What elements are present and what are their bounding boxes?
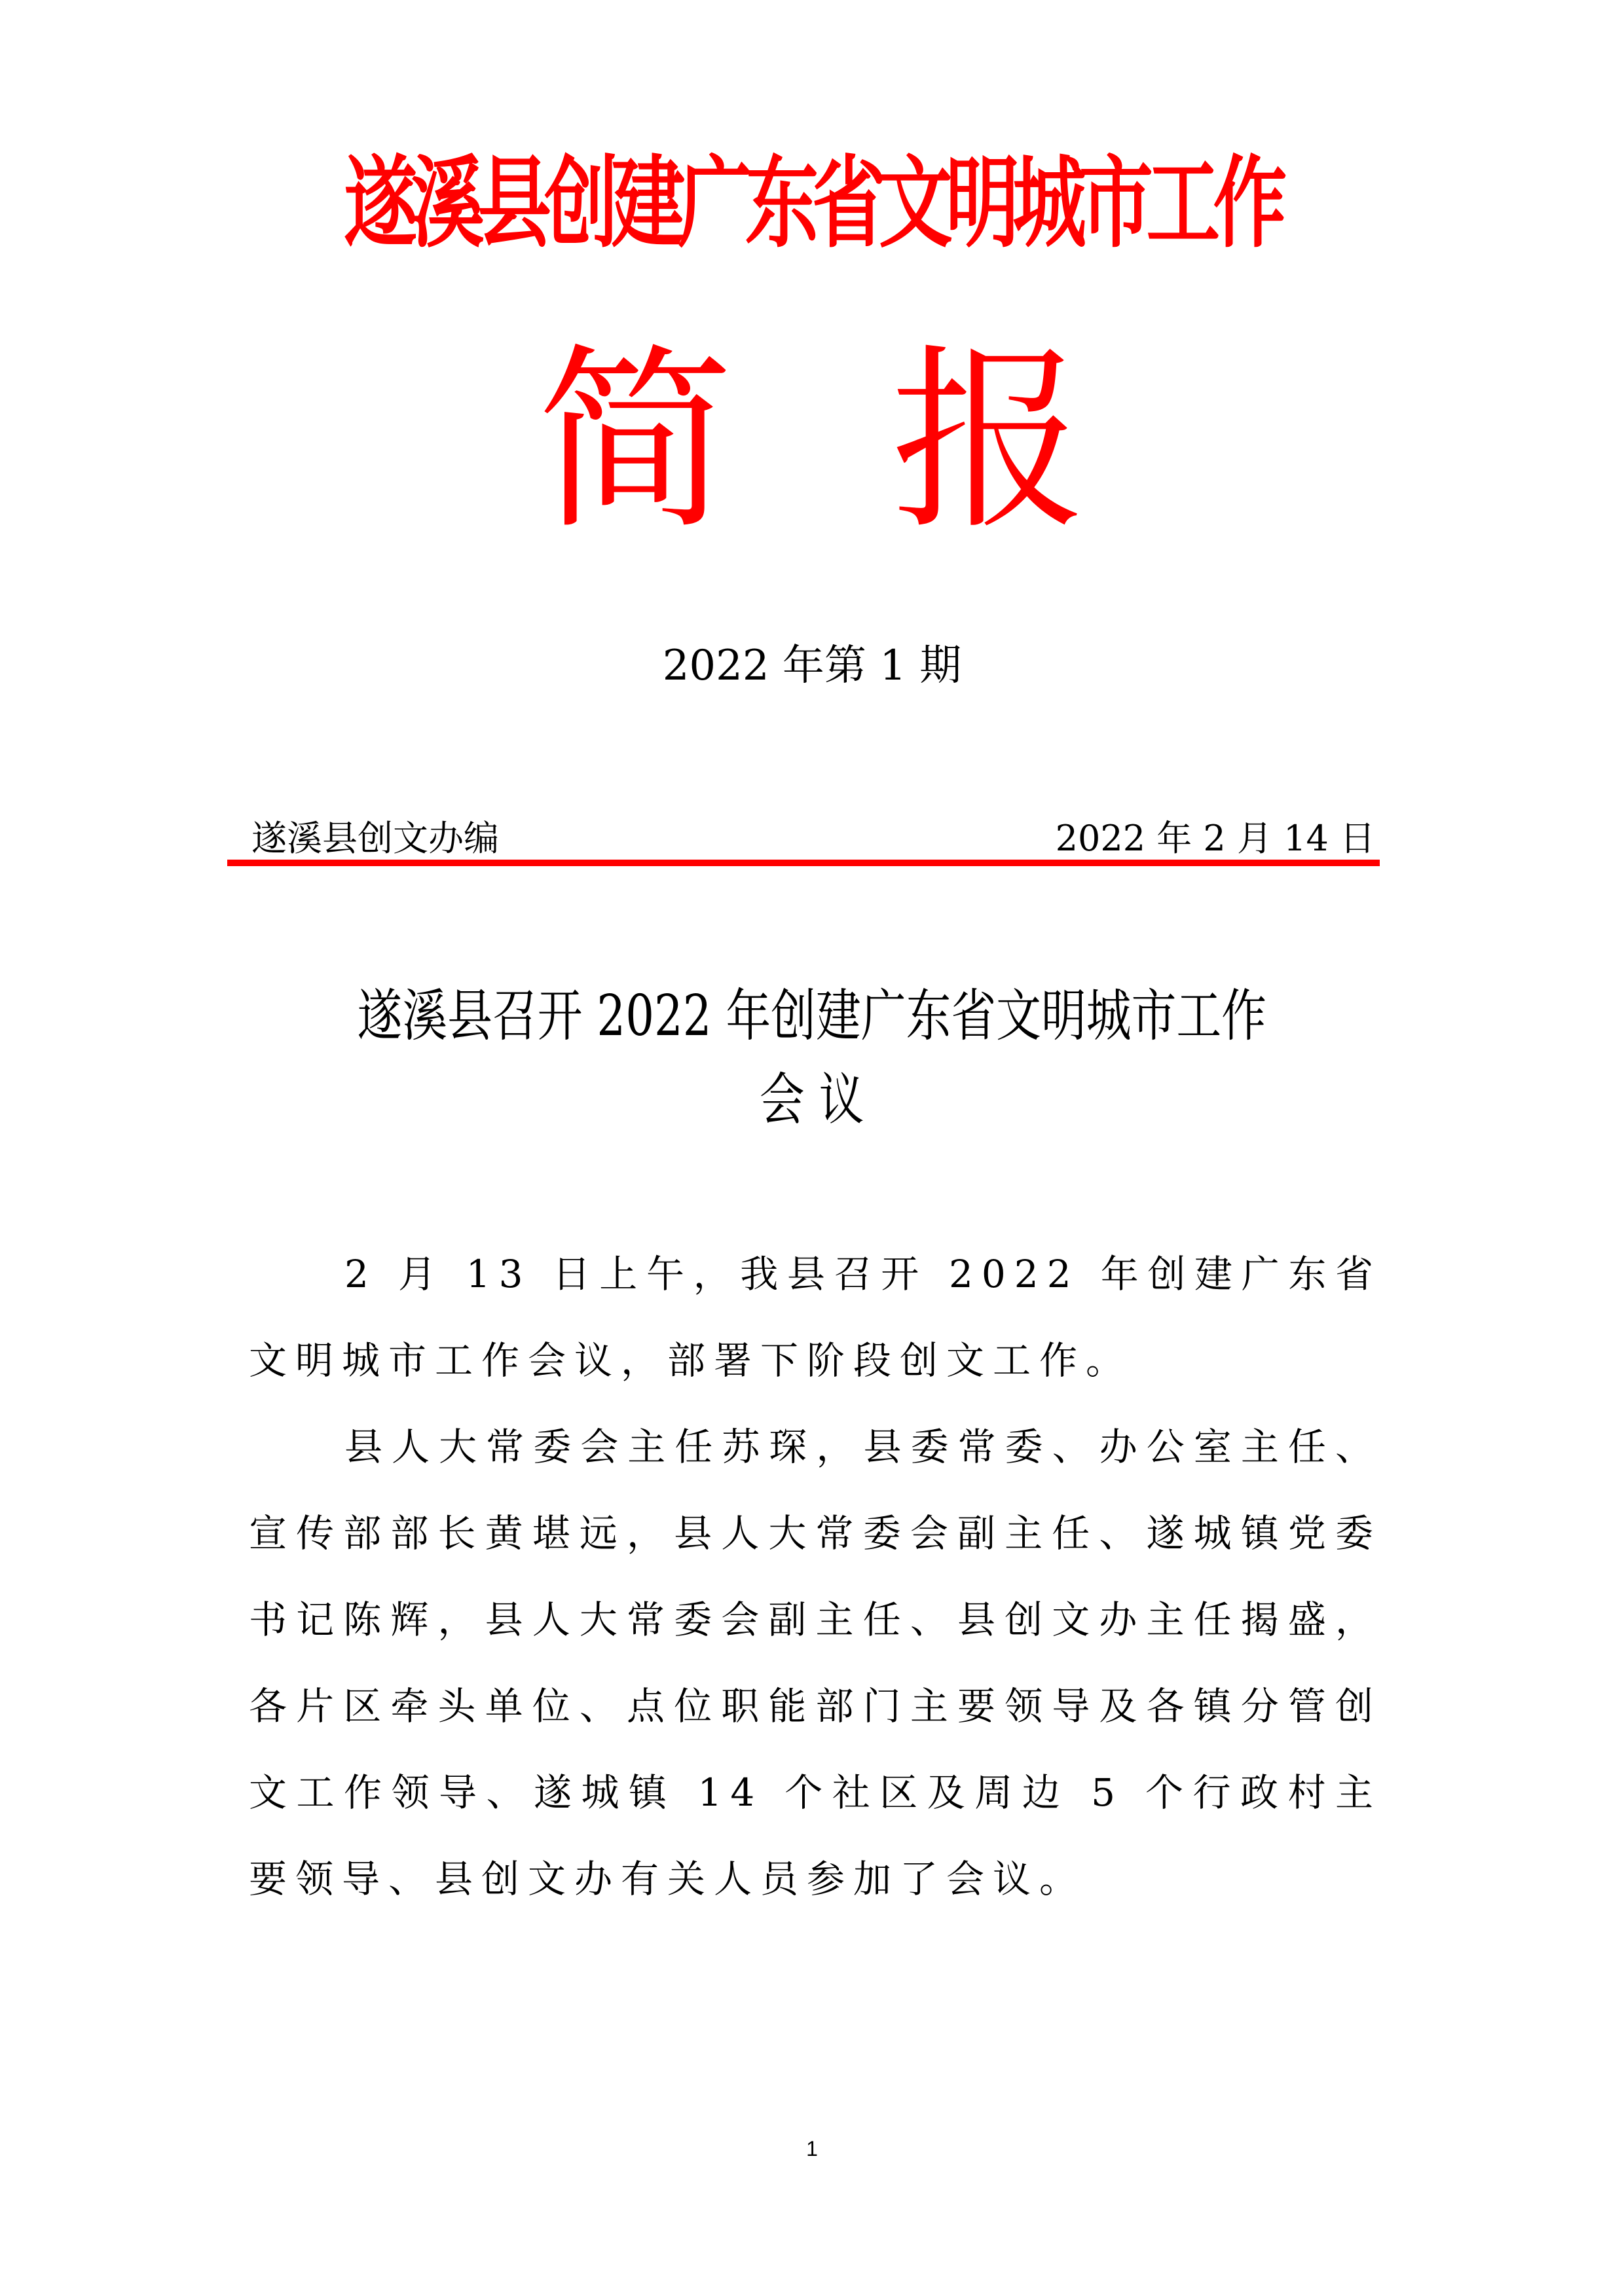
article-title-line-1-text: 遂溪县召开 2022 年创建广东省文明城市工作: [357, 983, 1267, 1049]
body-paragraph: 2 月 13 日上午，我县召开 2022 年创建广东省文明城市工作会议，部署下阶段创文工作。: [249, 1252, 1382, 1383]
masthead-title: [0, 145, 1624, 261]
masthead-title-text: 遂溪县创建广东省文明城市工作: [344, 145, 1280, 261]
article-title-line-2: [0, 1058, 1624, 1142]
editor-label: 遂溪县创文办编: [251, 818, 499, 859]
publish-date: 2022 年 2 月 14 日: [1055, 818, 1375, 859]
issue-number: 2022 年第 1 期: [662, 642, 962, 690]
body-paragraph: 县人大常委会主任苏琛，县委常委、办公室主任、宣传部部长黄堪远，县人大常委会副主任、遂城镇党委书记陈辉，县人大常委会副主任、县创文办主任揭盛，各片区牵头单位、点位职能部门主要领导及各镇分管创文工作领导、遂城镇 14 个社区及周边 5 个行政村主要领导、县创文办有关人员参加了会议。: [249, 1425, 1382, 1901]
masthead-bulletin-heading: [0, 327, 1624, 556]
article-title-line-1: [0, 974, 1624, 1058]
page-number: 1: [806, 2137, 818, 2160]
article-title-line-2-text: 会 议: [760, 1067, 864, 1133]
red-divider-rule: [227, 860, 1380, 866]
masthead-char-jian: 简: [537, 327, 733, 556]
masthead-char-bao: 报: [891, 327, 1087, 556]
article-title: [0, 974, 1624, 1142]
article-body: [249, 1231, 1382, 1922]
meta-row: [242, 816, 1375, 862]
